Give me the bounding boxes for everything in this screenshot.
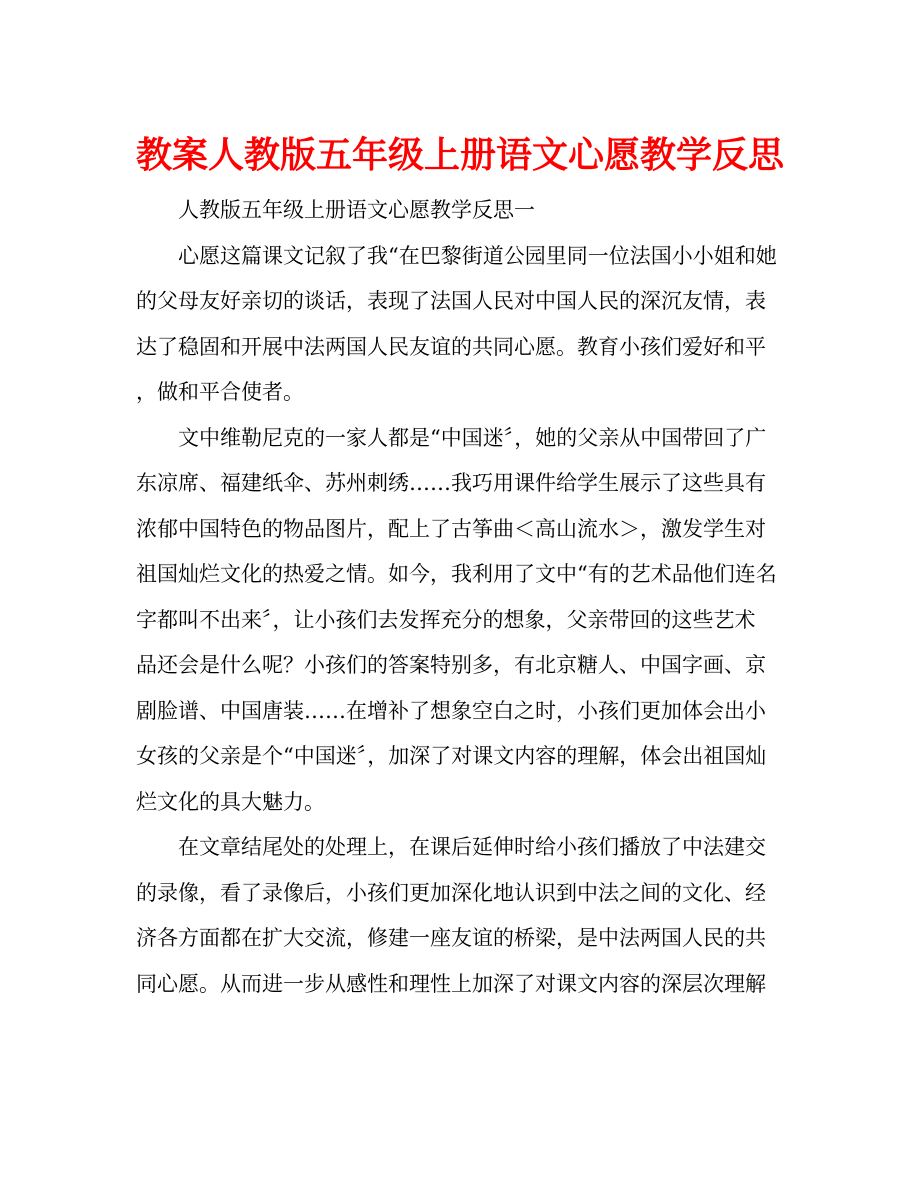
paragraph-line: 同心愿。从而进一步从感性和理性上加深了对课文内容的深层次理解 — [136, 971, 766, 996]
paragraph-line: 浓郁中国特色的物品图片，配上了古筝曲＜高山流水＞，激发学生对 — [136, 516, 766, 541]
document-subtitle: 人教版五年级上册语文心愿教学反思一 — [178, 198, 535, 222]
paragraph-line: 字都叫不出来〞，让小孩们去发挥充分的想象，父亲带回的这些艺术 — [136, 607, 756, 632]
paragraph-line: 女孩的父亲是个“中国迷〞，加深了对课文内容的理解，体会出祖国灿 — [136, 744, 767, 768]
paragraph-3 — [136, 825, 784, 1007]
paragraph-line: 济各方面都在扩大交流，修建一座友谊的桥梁，是中法两国人民的共 — [136, 926, 766, 950]
document-body — [136, 188, 784, 1007]
paragraph-line: 的父母友好亲切的谈话，表现了法国人民对中国人民的深沉友情，表 — [136, 289, 766, 313]
paragraph-line: 品还会是什么呢？小孩们的答案特别多，有北京糖人、中国字画、京 — [136, 653, 766, 677]
paragraph-2 — [136, 416, 784, 826]
paragraph-line: 在文章结尾处的处理上，在课后延伸时给小孩们播放了中法建交 — [178, 835, 766, 859]
paragraph-line: 烂文化的具大魅力。 — [136, 789, 325, 814]
paragraph-line: 东凉席、福建纸伞、苏州刺绣……我巧用课件给学生展示了这些具有 — [136, 471, 766, 495]
paragraph-line: 祖国灿烂文化的热爱之情。如今，我利用了文中“有的艺术品他们连名 — [136, 562, 777, 586]
paragraph-line: ，做和平合使者。 — [136, 380, 304, 404]
paragraph-line: 文中维勒尼克的一家人都是“中国迷〞，她的父亲从中国带回了广 — [178, 425, 767, 450]
paragraph-1 — [136, 234, 784, 416]
document-title: 教案人教版五年级上册语文心愿教学反思 — [135, 135, 784, 176]
paragraph-line: 达了稳固和开展中法两国人民友谊的共同心愿。教育小孩们爱好和平 — [136, 334, 766, 359]
paragraph-line: 剧脸谱、中国唐装……在增补了想象空白之时，小孩们更加体会出小 — [136, 698, 766, 723]
paragraph-line: 的录像，看了录像后，小孩们更加深化地认识到中法之间的文化、经 — [136, 880, 766, 905]
paragraph-line: 心愿这篇课文记叙了我“在巴黎街道公园里同一位法国小小姐和她 — [178, 243, 777, 268]
